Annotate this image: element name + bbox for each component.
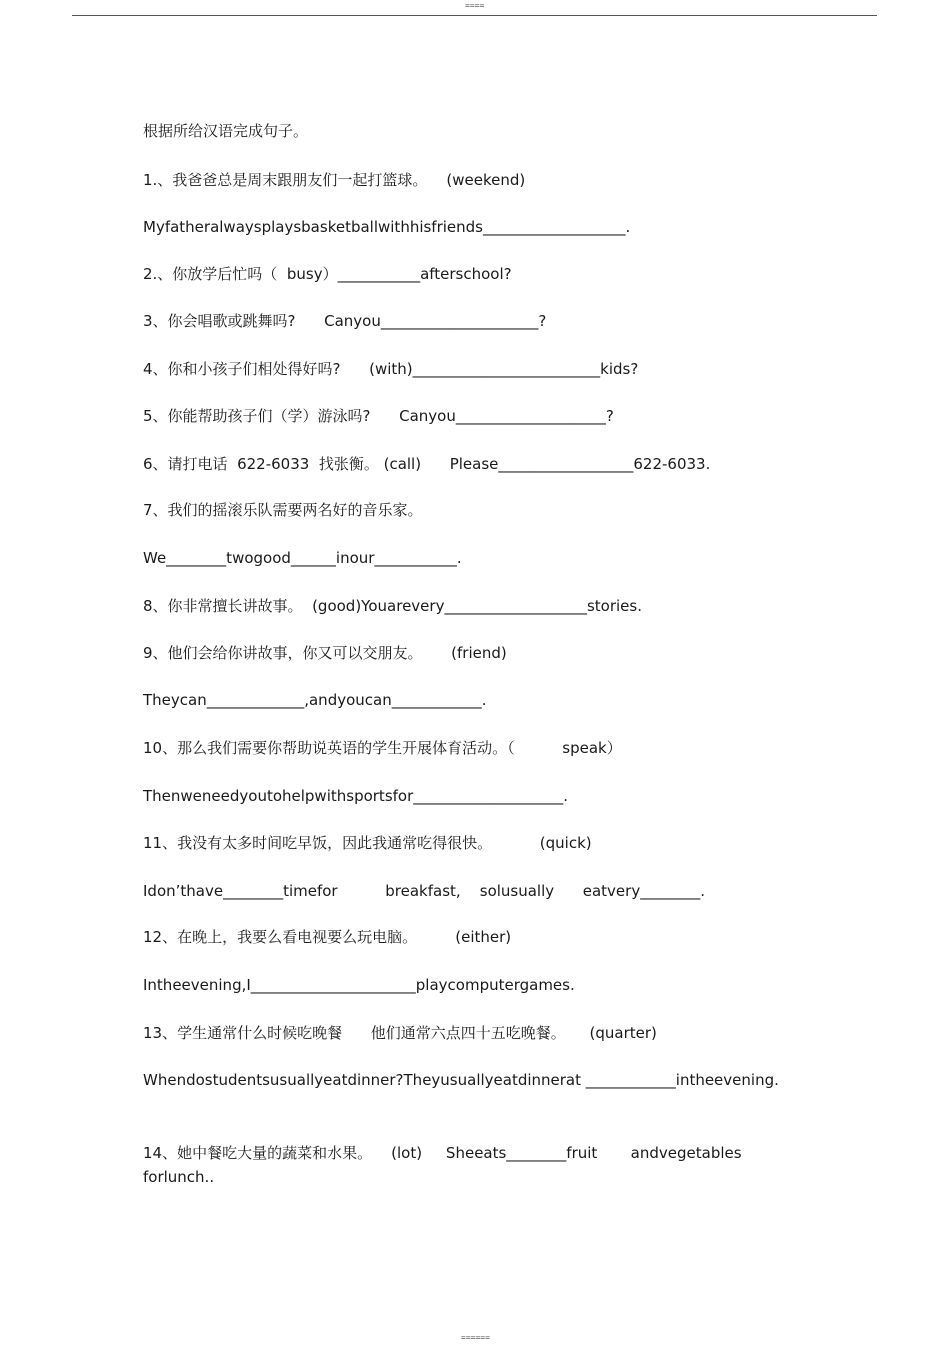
question-3: 3、你会唱歌或跳舞吗? Canyou_____________________?	[143, 312, 547, 330]
answer-line-1: Myfatheralwaysplaysbasketballwithhisfriends___________________.	[143, 218, 631, 236]
question-5: 5、你能帮助孩子们（学）游泳吗? Canyou____________________?	[143, 407, 614, 425]
question-4: 4、你和小孩子们相处得好吗? (with)_________________________kids?	[143, 360, 639, 378]
answer-line-7: We________twogood______inour___________.	[143, 549, 462, 567]
header-rule	[72, 15, 877, 16]
answer-line-13: Whendostudentsusuallyeatdinner?Theyusuallyeatdinnerat ____________intheevening.	[143, 1071, 779, 1089]
question-9: 9、他们会给你讲故事，你又可以交朋友。 (friend)	[143, 644, 507, 662]
question-7: 7、我们的摇滚乐队需要两名好的音乐家。	[143, 501, 423, 519]
instruction-text: 根据所给汉语完成句子。	[143, 122, 309, 140]
question-14: 14、她中餐吃大量的蔬菜和水果。 (lot) Sheeats________fruit andvegetables forlunch..	[143, 1144, 747, 1186]
answer-line-10: Thenweneedyoutohelpwithsportsfor____________________.	[143, 787, 569, 805]
answer-line-12: Intheevening,I______________________playcomputergames.	[143, 976, 575, 994]
question-1: 1.、我爸爸总是周末跟朋友们一起打篮球。 (weekend)	[143, 171, 526, 189]
header-mark: ====	[465, 1, 485, 10]
question-13: 13、学生通常什么时候吃晚餐 他们通常六点四十五吃晚餐。 (quarter)	[143, 1024, 657, 1042]
question-12: 12、在晚上，我要么看电视要么玩电脑。 (either)	[143, 928, 512, 946]
answer-line-9: Theycan_____________,andyoucan____________.	[143, 691, 487, 709]
question-10: 10、那么我们需要你帮助说英语的学生开展体育活动。（ speak）	[143, 739, 622, 757]
question-2: 2.、你放学后忙吗（ busy）___________afterschool?	[143, 265, 512, 283]
question-6: 6、请打电话 622-6033 找张衡。 (call) Please__________________622-6033.	[143, 455, 711, 473]
question-11: 11、我没有太多时间吃早饭，因此我通常吃得很快。 (quick)	[143, 834, 592, 852]
question-8: 8、你非常擅长讲故事。 (good)Youarevery___________________stories.	[143, 597, 642, 615]
answer-line-11: Idon’thave________timefor breakfast, solusually eatvery________.	[143, 882, 705, 900]
footer-mark: ======	[461, 1333, 490, 1342]
